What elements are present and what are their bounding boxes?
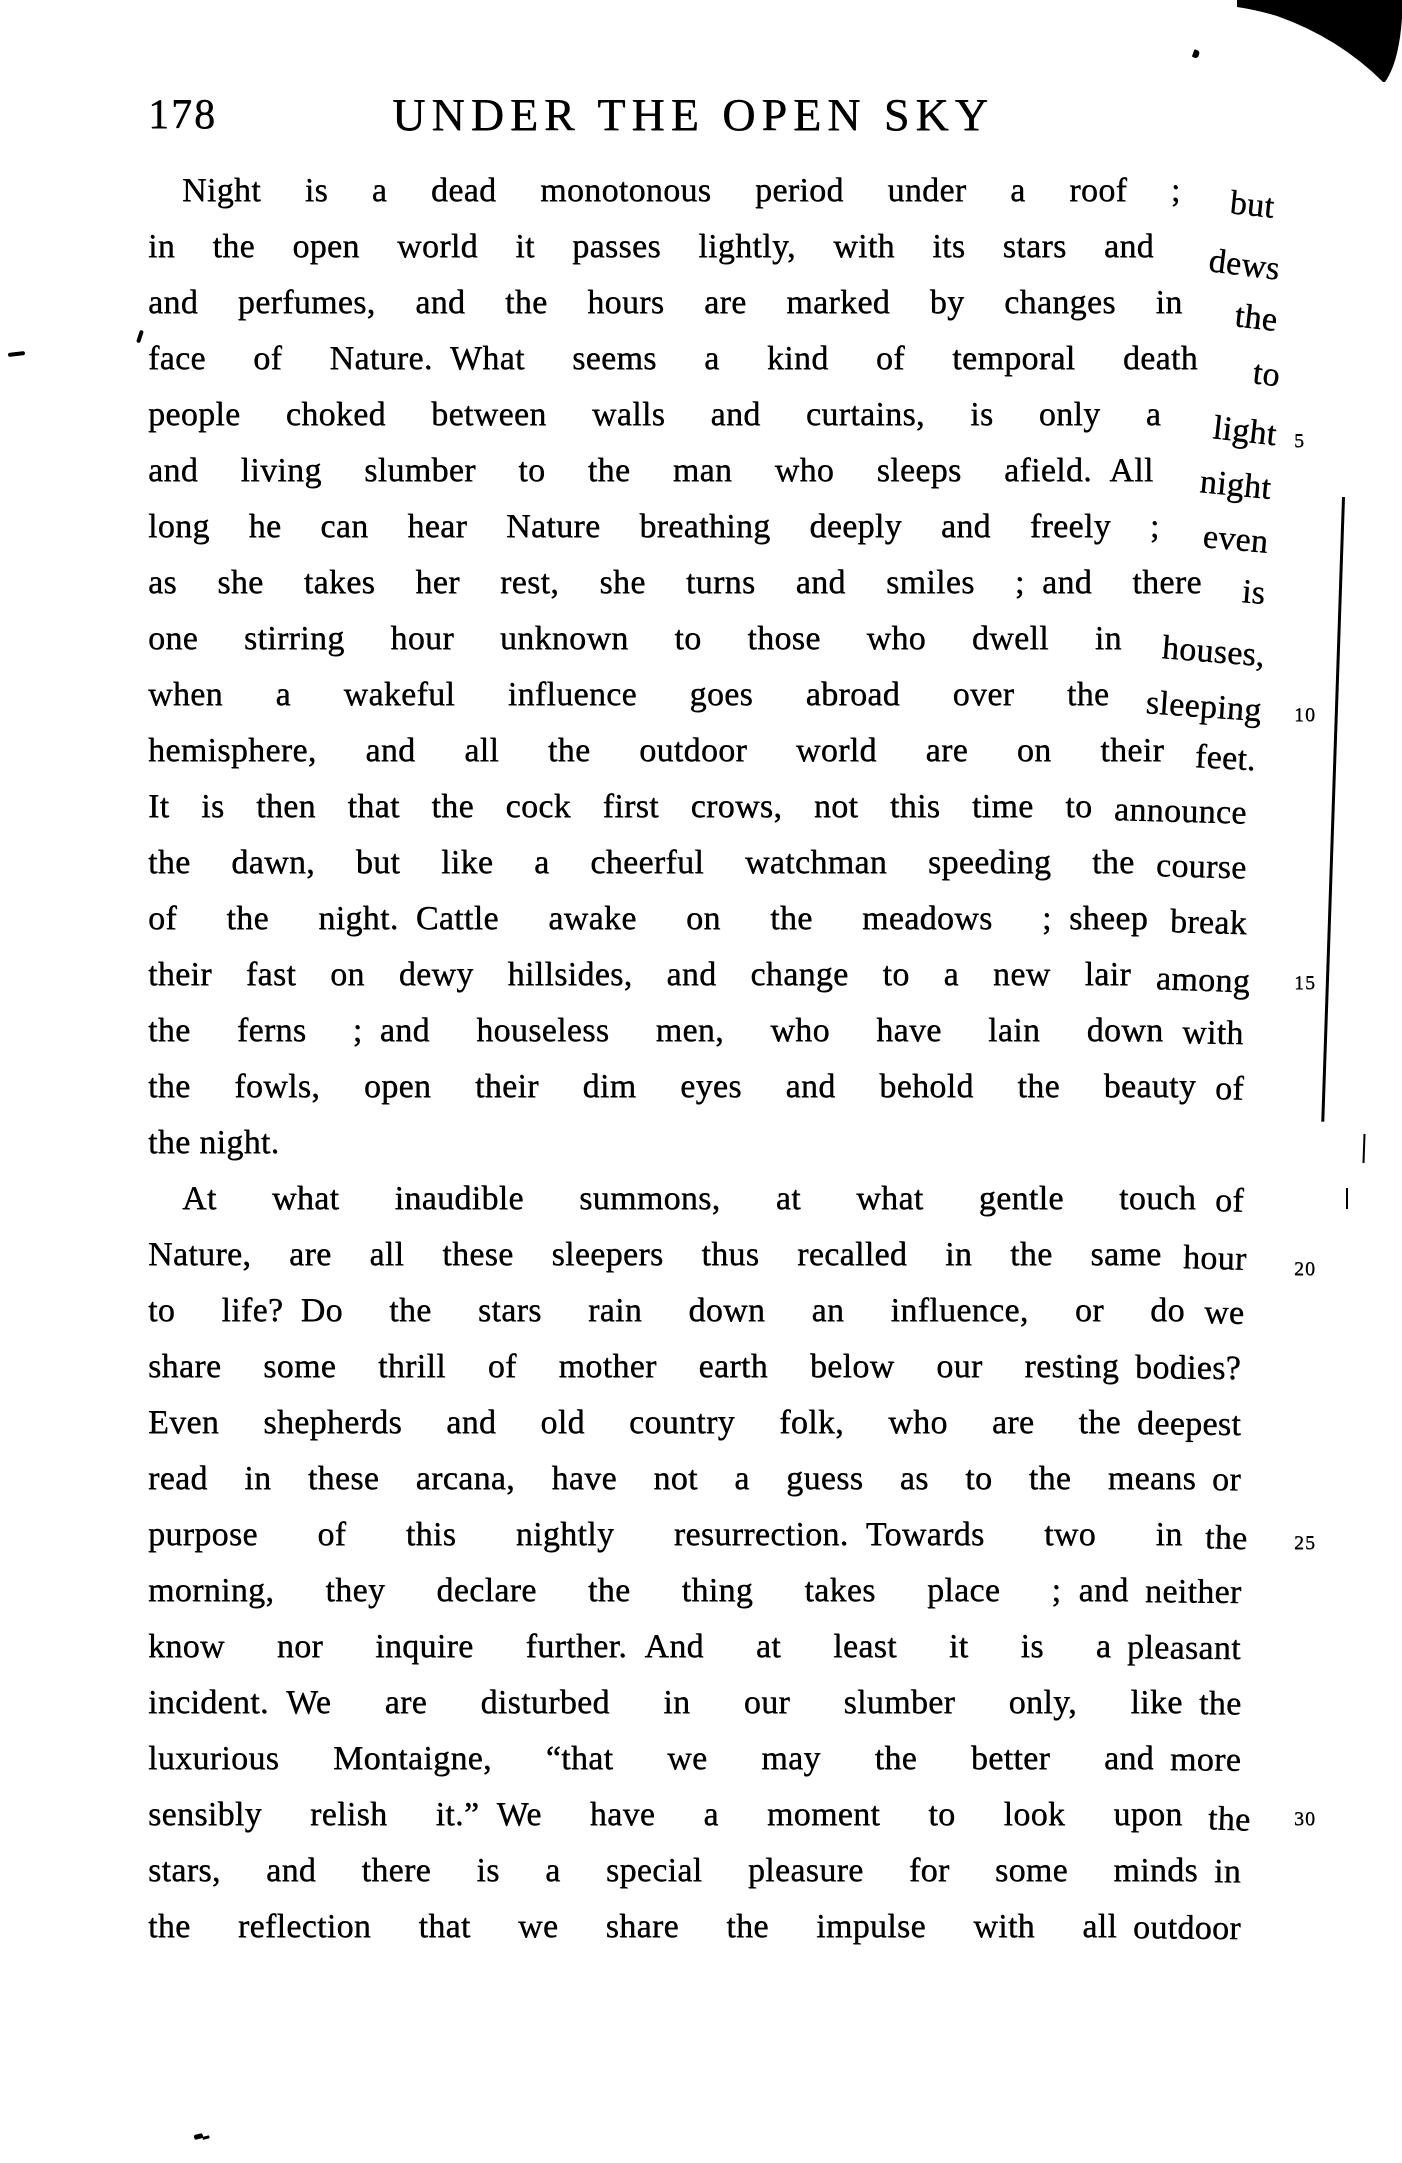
text-line-main: sensibly relish it.” We have a moment to look upon	[148, 1796, 1183, 1833]
margin-line-number: 25	[1294, 1532, 1316, 1554]
right-margin-line-stub-artifact	[1362, 1134, 1365, 1163]
text-line-main: to life? Do the stars rain down an influence, or do	[148, 1292, 1185, 1329]
text-line	[148, 1227, 1316, 1283]
text-line-tail-word: more	[1169, 1741, 1242, 1779]
text-line-main: people choked between walls and curtains, is only a	[148, 396, 1162, 433]
text-line	[148, 667, 1316, 730]
text-line-tail-word: we	[1203, 1294, 1245, 1332]
text-line	[148, 387, 1305, 454]
text-line-main: the reflection that we share the impulse with all	[148, 1908, 1118, 1945]
left-margin-dash-artifact	[8, 351, 25, 357]
text-line-main: the ferns ; and houseless men, who have lain down	[148, 1012, 1164, 1049]
text-line-main: read in these arcana, have not a guess as to the means	[148, 1460, 1197, 1497]
text-line-tail-word: night	[1197, 463, 1273, 507]
text-line	[148, 1507, 1316, 1563]
margin-line-number: 30	[1294, 1808, 1316, 1830]
bottom-margin-squiggle-artifact	[194, 2133, 204, 2140]
text-line-main: hemisphere, and all the outdoor world are on their	[148, 732, 1165, 769]
text-line-main: and perfumes, and the hours are marked by changes in	[148, 284, 1183, 321]
text-line-main: share some thrill of mother earth below our resting	[148, 1348, 1120, 1385]
text-line	[148, 163, 1276, 226]
text-line	[148, 779, 1248, 835]
page-number: 178	[148, 92, 217, 138]
text-line	[148, 835, 1248, 891]
text-line-main: the night.	[148, 1124, 280, 1161]
text-line-main: when a wakeful influence goes abroad over the	[148, 676, 1110, 713]
text-line	[148, 1059, 1245, 1115]
text-line-tail-word: break	[1169, 903, 1248, 943]
margin-line-number: 20	[1294, 1258, 1316, 1280]
text-line-main: Nature, are all these sleepers thus recalled in the same	[148, 1236, 1162, 1273]
text-line	[148, 275, 1279, 339]
right-margin-line-stub-artifact	[1346, 1188, 1348, 1209]
text-line-main: morning, they declare the thing takes place ; and	[148, 1572, 1129, 1609]
text-line	[148, 1395, 1242, 1451]
text-line	[148, 1843, 1242, 1899]
text-line	[148, 1731, 1242, 1787]
margin-line-number: 5	[1294, 430, 1305, 452]
right-margin-line-artifact	[1321, 497, 1345, 1122]
text-line	[148, 723, 1257, 779]
paragraph	[148, 163, 1316, 1171]
text-line-tail-word: outdoor	[1132, 1909, 1242, 1947]
running-header: UNDER THE OPEN SKY	[392, 89, 994, 140]
text-line-tail-word: the	[1206, 1800, 1251, 1839]
page-corner-fold-artifact	[1170, 0, 1402, 100]
text-line-tail-word: announce	[1113, 791, 1248, 832]
text-line-main: luxurious Montaigne, “that we may the better and	[148, 1740, 1154, 1777]
text-line	[148, 947, 1316, 1003]
text-line	[148, 1787, 1316, 1843]
margin-line-number: 15	[1294, 972, 1316, 994]
text-line	[148, 1003, 1245, 1059]
text-line	[148, 1899, 1242, 1955]
text-line-tail-word: feet.	[1194, 738, 1257, 779]
text-line-main: Night is a dead monotonous period under a roof ;	[182, 172, 1181, 209]
text-line-tail-word: of	[1214, 1070, 1245, 1108]
text-line	[148, 443, 1273, 507]
text-line-tail-word: but	[1227, 184, 1276, 226]
text-line	[148, 219, 1282, 288]
text-line-tail-word: is	[1240, 573, 1267, 612]
text-line-tail-word: light	[1211, 409, 1279, 454]
text-line	[148, 1283, 1245, 1339]
text-line-main: incident. We are disturbed in our slumber only, like	[148, 1684, 1183, 1721]
text-line	[148, 891, 1248, 947]
text-line	[148, 1563, 1242, 1619]
text-line-main: and living slumber to the man who sleeps afield. All	[148, 452, 1154, 489]
text-line-main: the dawn, but like a cheerful watchman speeding the	[148, 844, 1135, 881]
text-line-tail-word: the	[1204, 1519, 1248, 1558]
text-line	[148, 555, 1267, 612]
text-line-main: It is then that the cock first crows, not this time to	[148, 788, 1093, 825]
text-line	[148, 499, 1270, 561]
margin-line-number: 10	[1294, 704, 1316, 726]
text-line-tail-word: of	[1214, 1182, 1245, 1220]
text-line	[148, 1171, 1245, 1227]
text-line-main: as she takes her rest, she turns and smiles ; and there	[148, 564, 1202, 601]
text-line-tail-word: dews	[1206, 242, 1282, 288]
text-line-tail-word: course	[1155, 847, 1248, 887]
text-line-tail-word: neither	[1144, 1573, 1242, 1611]
text-line-main: know nor inquire further. And at least it is a	[148, 1628, 1112, 1665]
text-line-main: Even shepherds and old country folk, who are the	[148, 1404, 1121, 1441]
text-line-main: At what inaudible summons, at what gentle touch	[182, 1180, 1197, 1217]
text-line-main: one stirring hour unknown to those who dwell in	[148, 620, 1122, 657]
body-text	[148, 163, 1316, 1955]
text-line	[148, 331, 1283, 395]
text-line-tail-word: even	[1201, 518, 1270, 561]
text-line-tail-word: or	[1211, 1461, 1242, 1499]
text-line-main: the fowls, open their dim eyes and behold the beauty	[148, 1068, 1197, 1105]
text-line-main: long he can hear Nature breathing deeply and freely ;	[148, 508, 1160, 545]
text-line	[148, 611, 1267, 675]
text-line-main: their fast on dewy hillsides, and change to a new lair	[148, 956, 1131, 993]
text-line-tail-word: deepest	[1136, 1405, 1242, 1443]
text-line	[148, 1115, 1238, 1171]
text-line-main: stars, and there is a special pleasure for some minds	[148, 1852, 1198, 1889]
text-line	[148, 1619, 1242, 1675]
text-line	[148, 1451, 1242, 1507]
text-line-tail-word: with	[1182, 1014, 1245, 1053]
text-line	[148, 1675, 1242, 1731]
left-margin-tick-artifact	[136, 330, 144, 344]
text-line-main: of the night. Cattle awake on the meadows ; sheep	[148, 900, 1148, 937]
text-line-tail-word: the	[1198, 1685, 1242, 1723]
text-line-tail-word: among	[1155, 960, 1251, 1001]
text-line-tail-word: the	[1232, 297, 1279, 339]
text-line	[148, 1339, 1242, 1395]
text-line-tail-word: bodies?	[1134, 1349, 1242, 1387]
text-line-tail-word: houses,	[1160, 629, 1267, 675]
text-line-main: in the open world it passes lightly, with its stars and	[148, 228, 1154, 265]
text-line-tail-word: pleasant	[1127, 1629, 1242, 1667]
text-line-tail-word: to	[1250, 354, 1283, 395]
text-line-tail-word: sleeping	[1145, 684, 1264, 730]
paragraph	[148, 1171, 1316, 1955]
text-line-tail-word: in	[1213, 1853, 1242, 1891]
text-line-main: face of Nature. What seems a kind of temporal death	[148, 340, 1198, 377]
text-line-main: purpose of this nightly resurrection. Towards two in	[148, 1516, 1183, 1553]
text-line-tail-word: hour	[1182, 1239, 1248, 1278]
